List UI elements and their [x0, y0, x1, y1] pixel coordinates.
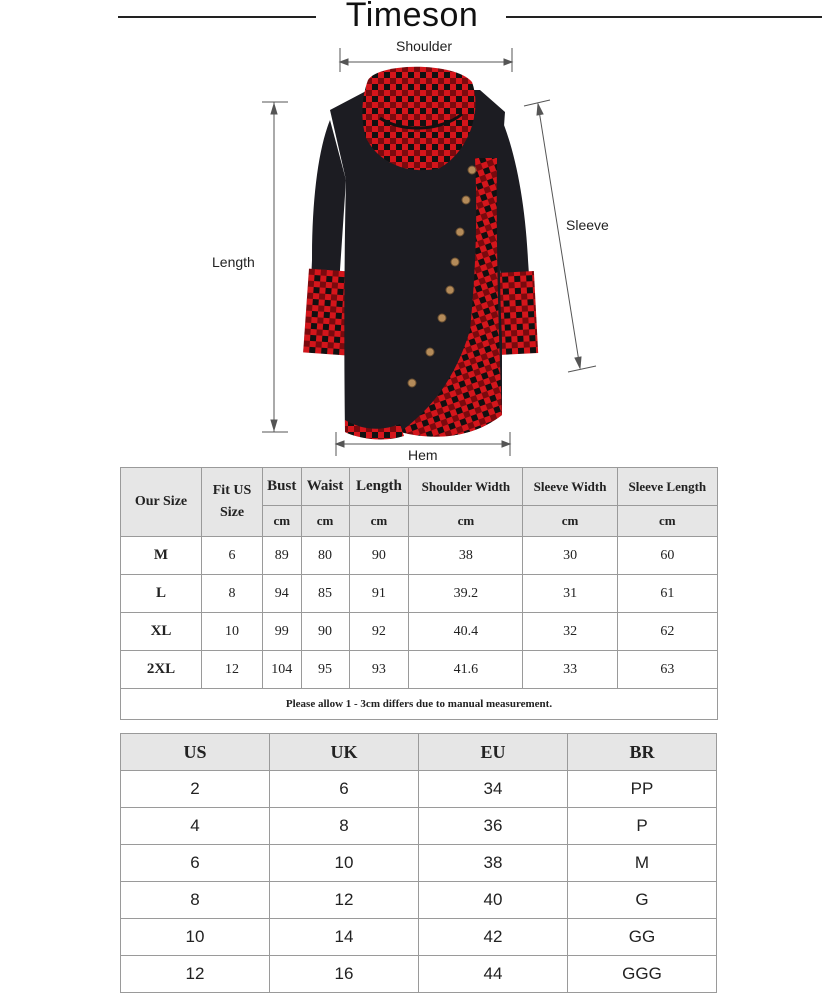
- value-cell: 94: [263, 575, 302, 613]
- unit-cell: cm: [263, 506, 302, 537]
- brand-title: Timeson: [345, 0, 479, 34]
- value-cell: 60: [617, 537, 717, 575]
- col-header: Bust: [263, 468, 302, 506]
- fit-us-cell: 10: [202, 613, 263, 651]
- conv-cell: 8: [121, 882, 270, 919]
- unit-cell: cm: [617, 506, 717, 537]
- conv-cell: 10: [270, 845, 419, 882]
- table-row: [121, 771, 717, 808]
- value-cell: 30: [523, 537, 617, 575]
- col-header: Sleeve Width: [523, 468, 617, 506]
- shoulder-label: Shoulder: [396, 38, 453, 54]
- fit-us-header: Fit US Size: [202, 468, 263, 537]
- table-row: [121, 613, 718, 651]
- col-header: Waist: [301, 468, 349, 506]
- value-cell: 40.4: [409, 613, 523, 651]
- value-cell: 89: [263, 537, 302, 575]
- col-header: Length: [349, 468, 409, 506]
- col-header: Sleeve Length: [617, 468, 717, 506]
- conv-cell: P: [568, 808, 717, 845]
- value-cell: 104: [263, 651, 302, 689]
- table-row: [121, 956, 717, 993]
- size-table: [120, 467, 718, 720]
- size-cell: XL: [121, 613, 202, 651]
- conv-cell: 14: [270, 919, 419, 956]
- value-cell: 99: [263, 613, 302, 651]
- unit-cell: cm: [409, 506, 523, 537]
- conv-cell: 42: [419, 919, 568, 956]
- value-cell: 63: [617, 651, 717, 689]
- fit-us-cell: 6: [202, 537, 263, 575]
- conv-cell: 36: [419, 808, 568, 845]
- size-cell: 2XL: [121, 651, 202, 689]
- length-label: Length: [212, 254, 255, 270]
- conv-cell: 12: [270, 882, 419, 919]
- value-cell: 90: [349, 537, 409, 575]
- conv-cell: 4: [121, 808, 270, 845]
- size-cell: M: [121, 537, 202, 575]
- table-row: [121, 808, 717, 845]
- value-cell: 95: [301, 651, 349, 689]
- table-row: [121, 919, 717, 956]
- fit-us-cell: 8: [202, 575, 263, 613]
- value-cell: 31: [523, 575, 617, 613]
- fit-us-cell: 12: [202, 651, 263, 689]
- table-row: [121, 537, 718, 575]
- table-row: [121, 882, 717, 919]
- our-size-header: Our Size: [121, 468, 202, 537]
- conv-header-uk: UK: [270, 734, 419, 771]
- table-row: [121, 651, 718, 689]
- conv-cell: PP: [568, 771, 717, 808]
- conv-cell: 34: [419, 771, 568, 808]
- conv-cell: 12: [121, 956, 270, 993]
- unit-cell: cm: [523, 506, 617, 537]
- value-cell: 93: [349, 651, 409, 689]
- value-cell: 92: [349, 613, 409, 651]
- value-cell: 90: [301, 613, 349, 651]
- value-cell: 85: [301, 575, 349, 613]
- conv-cell: 6: [121, 845, 270, 882]
- right-cuff: [496, 271, 538, 355]
- col-header: Shoulder Width: [409, 468, 523, 506]
- value-cell: 38: [409, 537, 523, 575]
- conv-cell: 38: [419, 845, 568, 882]
- left-cuff: [303, 269, 351, 356]
- size-cell: L: [121, 575, 202, 613]
- conv-cell: GGG: [568, 956, 717, 993]
- conv-cell: 8: [270, 808, 419, 845]
- conv-cell: G: [568, 882, 717, 919]
- sleeve-measure-line: [538, 104, 580, 368]
- garment-diagram: [0, 0, 824, 460]
- table-row: [121, 845, 717, 882]
- sleeve-label: Sleeve: [566, 217, 609, 233]
- conv-cell: 6: [270, 771, 419, 808]
- conv-cell: M: [568, 845, 717, 882]
- value-cell: 33: [523, 651, 617, 689]
- value-cell: 62: [617, 613, 717, 651]
- measurement-note: Please allow 1 - 3cm differs due to manual measurement.: [121, 689, 718, 720]
- conv-cell: 10: [121, 919, 270, 956]
- conv-header-eu: EU: [419, 734, 568, 771]
- size-conversion-table: [120, 733, 717, 993]
- value-cell: 91: [349, 575, 409, 613]
- conv-cell: GG: [568, 919, 717, 956]
- conv-cell: 40: [419, 882, 568, 919]
- table-row: [121, 575, 718, 613]
- value-cell: 61: [617, 575, 717, 613]
- value-cell: 41.6: [409, 651, 523, 689]
- value-cell: 80: [301, 537, 349, 575]
- conv-header-br: BR: [568, 734, 717, 771]
- conv-cell: 16: [270, 956, 419, 993]
- conv-cell: 44: [419, 956, 568, 993]
- unit-cell: cm: [349, 506, 409, 537]
- conv-cell: 2: [121, 771, 270, 808]
- hem-label: Hem: [408, 447, 438, 463]
- value-cell: 32: [523, 613, 617, 651]
- conv-header-us: US: [121, 734, 270, 771]
- unit-cell: cm: [301, 506, 349, 537]
- value-cell: 39.2: [409, 575, 523, 613]
